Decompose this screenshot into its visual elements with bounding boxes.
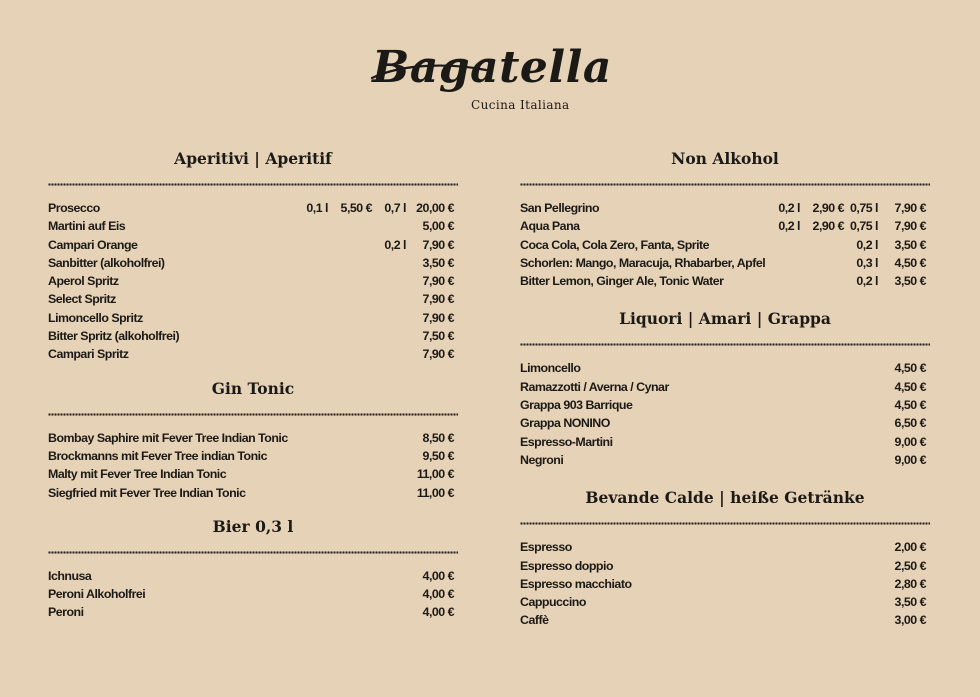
menu-item [520, 272, 930, 290]
right-column [520, 148, 930, 630]
menu-item [48, 484, 458, 502]
menu-item [48, 272, 458, 290]
menu-section [48, 516, 458, 622]
item-volume: 0,3 l [856, 255, 878, 270]
item-volume: 0,1 l [306, 201, 328, 215]
item-price: 7,90 € [422, 292, 454, 307]
item-price: 11,00 € [416, 485, 454, 500]
item-price: 7,90 € [422, 274, 454, 289]
item-prices [406, 484, 454, 502]
menu-item [48, 309, 458, 327]
item-name: Limoncello [520, 361, 581, 376]
item-price: 3,50 € [422, 255, 454, 270]
item-price: 2,90 € [812, 201, 844, 215]
item-price: 4,00 € [422, 587, 454, 602]
item-name: Grappa 903 Barrique [520, 398, 633, 413]
menu-item [48, 447, 458, 465]
item-name: Bombay Saphire mit Fever Tree Indian Tonic [48, 430, 288, 445]
menu-section [48, 148, 458, 364]
item-prices [878, 433, 926, 451]
item-prices [406, 254, 454, 272]
item-prices [770, 217, 926, 235]
item-name: Campari Spritz [48, 347, 129, 362]
item-price: 2,50 € [894, 558, 926, 573]
menu-item [520, 359, 930, 377]
item-prices [878, 575, 926, 593]
menu-item [520, 575, 930, 593]
item-prices [406, 465, 454, 483]
item-name: Aqua Pana [520, 219, 580, 234]
item-prices [878, 378, 926, 396]
menu-item [48, 585, 458, 603]
item-price: 6,50 € [894, 416, 926, 431]
menu-section [48, 378, 458, 502]
item-prices [848, 254, 926, 272]
item-name: Aperol Spritz [48, 274, 119, 289]
item-price: 7,90 € [422, 237, 454, 252]
item-price: 11,00 € [416, 467, 454, 482]
dotted-divider [48, 182, 458, 187]
item-price: 7,90 € [894, 219, 926, 234]
item-name: Peroni [48, 605, 84, 620]
dotted-divider [48, 412, 458, 417]
item-price: 8,50 € [422, 430, 454, 445]
item-prices [406, 272, 454, 290]
menu-item [48, 254, 458, 272]
item-prices [878, 557, 926, 575]
menu-item [520, 611, 930, 629]
item-prices [878, 414, 926, 432]
menu-item [48, 290, 458, 308]
menu-item [520, 378, 930, 396]
item-price: 3,50 € [894, 595, 926, 610]
menu-item [520, 593, 930, 611]
item-prices [878, 611, 926, 629]
item-price: 7,90 € [422, 310, 454, 325]
item-name: Espresso doppio [520, 558, 614, 573]
dotted-divider [520, 521, 930, 526]
menu-section [520, 148, 930, 290]
menu-item [520, 433, 930, 451]
menu-item [520, 236, 930, 254]
brand-name: Bagatella [372, 42, 612, 93]
item-volume: 0,2 l [384, 237, 406, 252]
item-name: Schorlen: Mango, Maracuja, Rhabarber, Apfel [520, 255, 766, 270]
item-prices [406, 603, 454, 621]
dotted-divider [520, 342, 930, 347]
menu-item [520, 199, 930, 217]
menu-item [48, 236, 458, 254]
section-title: Bier 0,3 l [212, 516, 294, 536]
item-prices [848, 272, 926, 290]
item-volume: 0,75 l [849, 219, 878, 234]
item-prices [406, 327, 454, 345]
item-price: 7,50 € [422, 329, 454, 344]
section-title: Aperitivi | Aperitif [174, 149, 332, 168]
item-name: Espresso [520, 540, 572, 555]
item-volume: 0,75 l [849, 201, 878, 215]
item-name: Sanbitter (alkoholfrei) [48, 255, 165, 270]
item-name: Ichnusa [48, 568, 92, 583]
section-title: Bevande Calde | heiße Getränke [585, 488, 865, 508]
item-name: Bitter Lemon, Ginger Ale, Tonic Water [520, 274, 724, 289]
menu-item [48, 327, 458, 345]
item-name: Bitter Spritz (alkoholfrei) [48, 329, 180, 344]
item-price: 3,00 € [894, 613, 926, 628]
item-prices [406, 447, 454, 465]
item-name: Grappa NONINO [520, 416, 610, 431]
item-name: Negroni [520, 452, 564, 467]
menu-item [48, 217, 458, 235]
item-prices [878, 451, 926, 469]
item-prices [770, 199, 926, 217]
item-prices [298, 199, 454, 217]
brand-logo [0, 40, 980, 120]
item-prices [406, 567, 454, 585]
item-name: Caffè [520, 613, 549, 628]
item-prices [878, 593, 926, 611]
item-prices [406, 290, 454, 308]
dotted-divider [520, 182, 930, 187]
menu-item [520, 451, 930, 469]
item-prices [878, 396, 926, 414]
item-price: 2,00 € [894, 540, 926, 555]
brand-subtitle: Cucina Italiana [471, 98, 570, 112]
item-price: 5,00 € [422, 219, 454, 234]
menu-item [520, 414, 930, 432]
item-volume: 0,2 l [778, 219, 800, 234]
menu-item [520, 217, 930, 235]
item-price: 4,50 € [894, 361, 926, 376]
item-price: 4,00 € [422, 605, 454, 620]
item-prices [406, 429, 454, 447]
item-volume: 0,7 l [384, 201, 406, 215]
item-volume: 0,2 l [856, 274, 878, 289]
item-price: 7,90 € [894, 201, 926, 215]
item-name: Brockmanns mit Fever Tree indian Tonic [48, 448, 268, 463]
menu-item [48, 603, 458, 621]
item-prices [848, 236, 926, 254]
item-price: 3,50 € [894, 237, 926, 252]
menu-item [520, 538, 930, 556]
item-name: Ramazzotti / Averna / Cynar [520, 379, 669, 394]
item-name: Coca Cola, Cola Zero, Fanta, Sprite [520, 237, 710, 252]
item-price: 4,00 € [422, 568, 454, 583]
item-price: 4,50 € [894, 255, 926, 270]
item-price: 3,50 € [894, 274, 926, 289]
item-volume: 0,2 l [778, 201, 800, 215]
item-name: Siegfried mit Fever Tree Indian Tonic [48, 485, 246, 500]
item-name: Cappuccino [520, 595, 586, 610]
item-name: Peroni Alkoholfrei [48, 587, 146, 602]
section-title: Liquori | Amari | Grappa [619, 309, 831, 329]
item-prices [376, 236, 454, 254]
item-name: Espresso macchiato [520, 576, 632, 591]
menu-item [48, 465, 458, 483]
item-name: Malty mit Fever Tree Indian Tonic [48, 467, 227, 482]
section-title: Non Alkohol [671, 149, 779, 168]
menu-item [48, 567, 458, 585]
item-name: San Pellegrino [520, 201, 600, 215]
menu-item [520, 557, 930, 575]
item-name: Limoncello Spritz [48, 310, 143, 325]
menu-item [520, 396, 930, 414]
item-price: 2,80 € [894, 576, 926, 591]
item-price: 2,90 € [812, 219, 844, 234]
item-price: 9,00 € [894, 452, 926, 467]
item-price: 9,00 € [894, 434, 926, 449]
item-price: 4,50 € [894, 379, 926, 394]
menu-section [520, 308, 930, 469]
menu-item [48, 345, 458, 363]
item-prices [406, 309, 454, 327]
item-price: 5,50 € [340, 201, 372, 215]
item-prices [406, 217, 454, 235]
item-price: 20,00 € [416, 201, 454, 215]
dotted-divider [48, 550, 458, 555]
item-name: Martini auf Eis [48, 219, 126, 234]
item-prices [878, 359, 926, 377]
menu-item [520, 254, 930, 272]
menu-section [520, 487, 930, 629]
menu-item [48, 429, 458, 447]
item-prices [406, 345, 454, 363]
item-name: Campari Orange [48, 237, 138, 252]
item-volume: 0,2 l [856, 237, 878, 252]
item-prices [878, 538, 926, 556]
item-price: 4,50 € [894, 398, 926, 413]
item-price: 9,50 € [422, 448, 454, 463]
left-column [48, 148, 458, 622]
item-prices [406, 585, 454, 603]
section-title: Gin Tonic [211, 378, 295, 398]
item-name: Espresso-Martini [520, 434, 613, 449]
item-name: Prosecco [48, 201, 100, 215]
item-name: Select Spritz [48, 292, 116, 307]
item-price: 7,90 € [422, 347, 454, 362]
menu-item [48, 199, 458, 217]
